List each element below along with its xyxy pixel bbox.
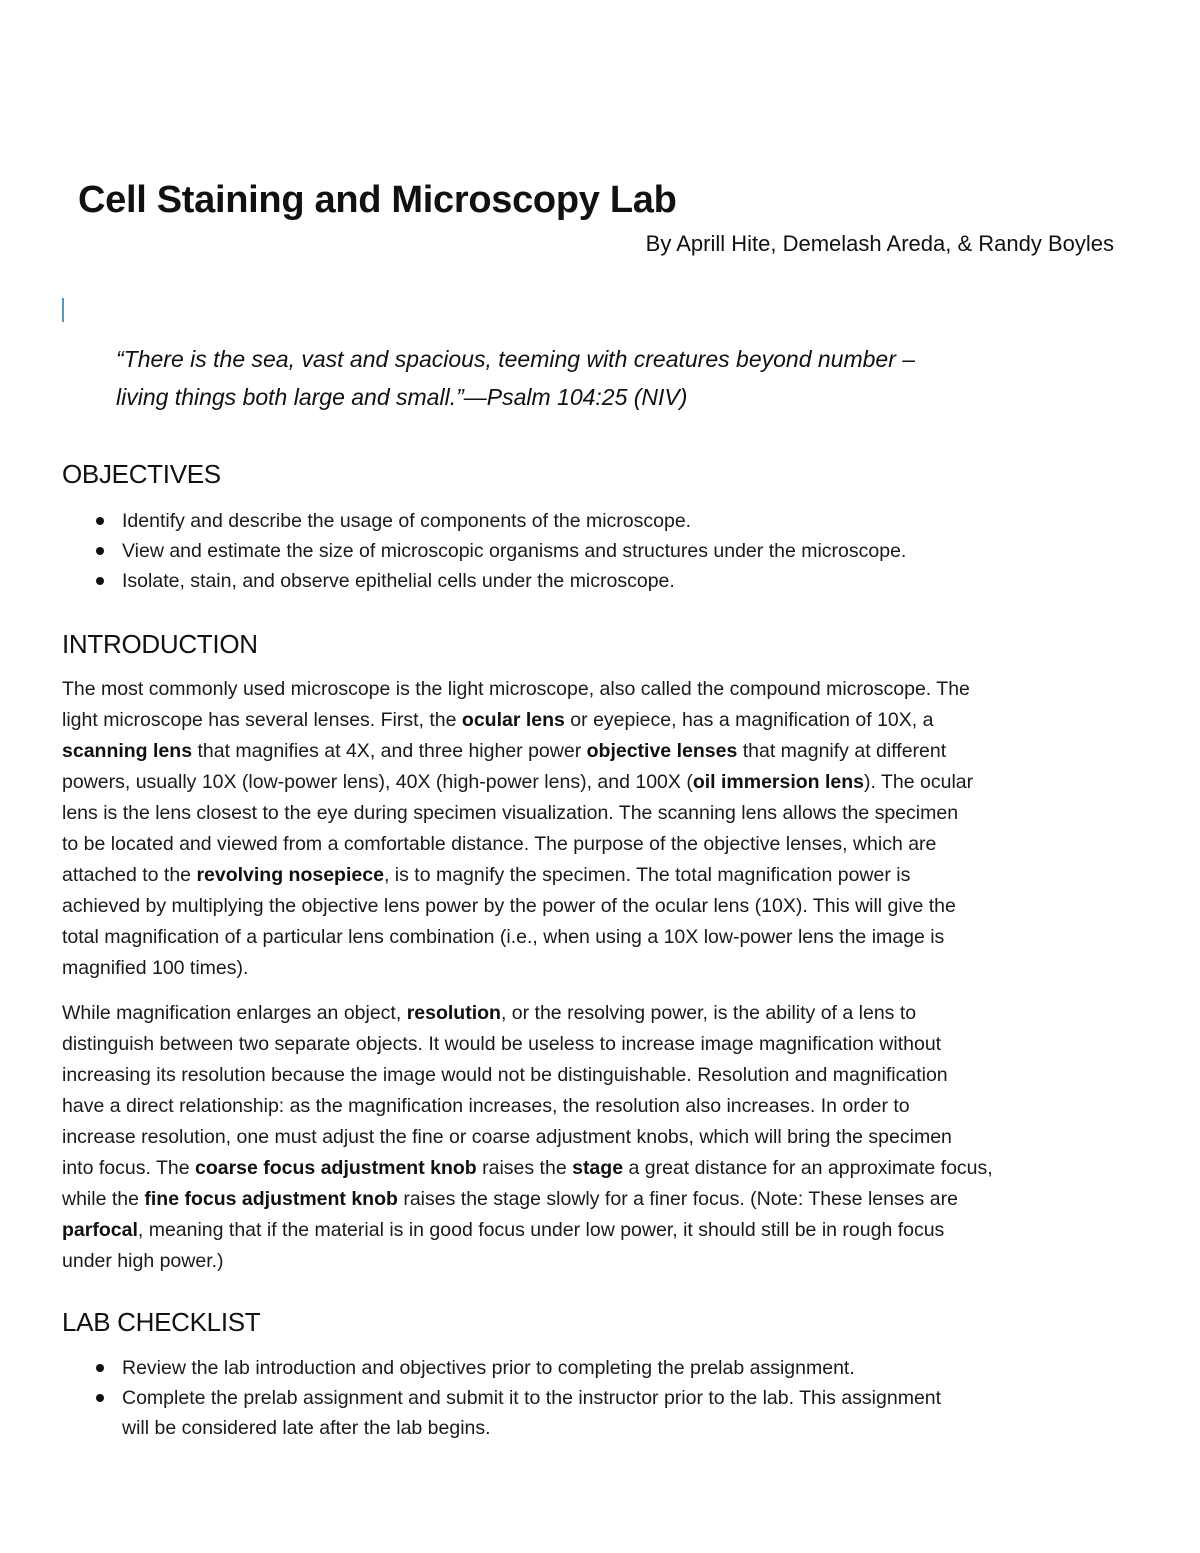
text-cursor — [62, 298, 64, 322]
text-run: Complete the prelab assignment and submit it to the instructor prior to the lab. This assignment — [122, 1387, 942, 1409]
list-item-text: Review the lab introduction and objectives prior to completing the prelab assignment. — [122, 1357, 855, 1379]
text-run: powers, usually 10X (low-power lens), 40X (high-power lens), and 100X ( — [62, 771, 693, 793]
text-run: have a direct relationship: as the magnification increases, the resolution also increases. In order to — [62, 1095, 910, 1117]
text-line — [62, 1029, 1142, 1060]
text-line — [62, 922, 1142, 953]
text-run: ). The ocular — [864, 771, 974, 793]
text-line — [62, 705, 1142, 736]
text-run: , meaning that if the material is in good focus under low power, it should still be in rough focus — [137, 1219, 945, 1241]
text-line — [62, 736, 1142, 767]
text-line — [62, 829, 1142, 860]
term-parfocal: parfocal — [62, 1219, 138, 1241]
text-line — [62, 674, 1142, 705]
text-run: light microscope has several lenses. First, the — [62, 709, 462, 731]
text-run: attached to the — [62, 864, 197, 886]
epigraph-quote — [116, 340, 1096, 416]
text-run: under high power.) — [62, 1250, 224, 1272]
bullet-icon — [96, 547, 104, 555]
text-line — [62, 1060, 1142, 1091]
text-line — [62, 798, 1142, 829]
bullet-icon — [96, 577, 104, 585]
term-oil-immersion-lens: oil immersion lens — [692, 771, 865, 793]
list-item — [62, 506, 1142, 536]
objectives-heading: OBJECTIVES — [62, 459, 221, 489]
list-item — [62, 566, 1142, 596]
introduction-paragraph-1 — [62, 674, 1142, 984]
list-item — [62, 536, 1142, 566]
text-run: raises the — [476, 1157, 573, 1179]
list-item-text: View and estimate the size of microscopic organisms and structures under the microscope. — [122, 540, 907, 562]
text-line — [62, 891, 1142, 922]
quote-line: living things both large and small.”—Psalm 104:25 (NIV) — [116, 384, 688, 410]
objectives-list — [62, 506, 1142, 596]
text-line — [62, 1184, 1142, 1215]
term-scanning-lens: scanning lens — [62, 740, 193, 762]
text-run: while the — [62, 1188, 145, 1210]
text-line — [62, 860, 1142, 891]
list-item-text — [122, 1387, 941, 1439]
document-title: Cell Staining and Microscopy Lab — [78, 179, 677, 221]
lab-checklist-list — [62, 1353, 1142, 1443]
text-run: lens is the lens closest to the eye during specimen visualization. The scanning lens allows the specimen — [62, 802, 959, 824]
text-line — [62, 1153, 1142, 1184]
text-line — [62, 1246, 1142, 1277]
term-stage: stage — [572, 1157, 624, 1179]
text-line — [62, 1215, 1142, 1246]
term-resolution: resolution — [406, 1002, 501, 1024]
text-run: distinguish between two separate objects. It would be useless to increase image magnification without — [62, 1033, 942, 1055]
document-authors: By Aprill Hite, Demelash Areda, & Randy Boyles — [645, 231, 1114, 256]
text-run: , is to magnify the specimen. The total magnification power is — [383, 864, 911, 886]
list-item-text: Isolate, stain, and observe epithelial cells under the microscope. — [122, 570, 675, 592]
text-line — [62, 767, 1142, 798]
text-run: While magnification enlarges an object, — [62, 1002, 407, 1024]
term-fine-focus-knob: fine focus adjustment knob — [144, 1188, 398, 1210]
bullet-icon — [96, 1364, 104, 1372]
list-item-text: Identify and describe the usage of components of the microscope. — [122, 510, 692, 532]
text-run: a great distance for an approximate focus, — [623, 1157, 993, 1179]
text-run: into focus. The — [62, 1157, 195, 1179]
term-revolving-nosepiece: revolving nosepiece — [196, 864, 384, 886]
text-run: or eyepiece, has a magnification of 10X, a — [564, 709, 934, 731]
term-coarse-focus-knob: coarse focus adjustment knob — [194, 1157, 477, 1179]
text-run: total magnification of a particular lens combination (i.e., when using a 10X low-power lens the image is — [62, 926, 945, 948]
text-run: magnified 100 times). — [62, 957, 249, 979]
text-run: will be considered late after the lab begins. — [122, 1417, 491, 1439]
quote-line: “There is the sea, vast and spacious, teeming with creatures beyond number – — [116, 346, 916, 372]
text-line — [62, 998, 1142, 1029]
term-ocular-lens: ocular lens — [461, 709, 565, 731]
text-run: increasing its resolution because the image would not be distinguishable. Resolution and magnification — [62, 1064, 948, 1086]
lab-checklist-heading: LAB CHECKLIST — [62, 1307, 261, 1337]
text-run: that magnify at different — [737, 740, 947, 762]
introduction-paragraph-2 — [62, 998, 1142, 1277]
list-item — [62, 1383, 1142, 1443]
bullet-icon — [96, 1394, 104, 1402]
text-run: achieved by multiplying the objective lens power by the power of the ocular lens (10X). This will give the — [62, 895, 956, 917]
term-objective-lenses: objective lenses — [586, 740, 738, 762]
text-line — [62, 953, 1142, 984]
introduction-heading: INTRODUCTION — [62, 629, 258, 659]
text-line — [62, 1091, 1142, 1122]
text-run: increase resolution, one must adjust the fine or coarse adjustment knobs, which will bring the specimen — [62, 1126, 952, 1148]
text-run: raises the stage slowly for a finer focus. (Note: These lenses are — [397, 1188, 958, 1210]
text-run: to be located and viewed from a comfortable distance. The purpose of the objective lenses, which are — [62, 833, 937, 855]
text-run: that magnifies at 4X, and three higher power — [192, 740, 587, 762]
bullet-icon — [96, 517, 104, 525]
list-item — [62, 1353, 1142, 1383]
text-run: , or the resolving power, is the ability of a lens to — [500, 1002, 917, 1024]
text-run: The most commonly used microscope is the light microscope, also called the compound microscope. The — [62, 678, 970, 700]
text-line — [62, 1122, 1142, 1153]
